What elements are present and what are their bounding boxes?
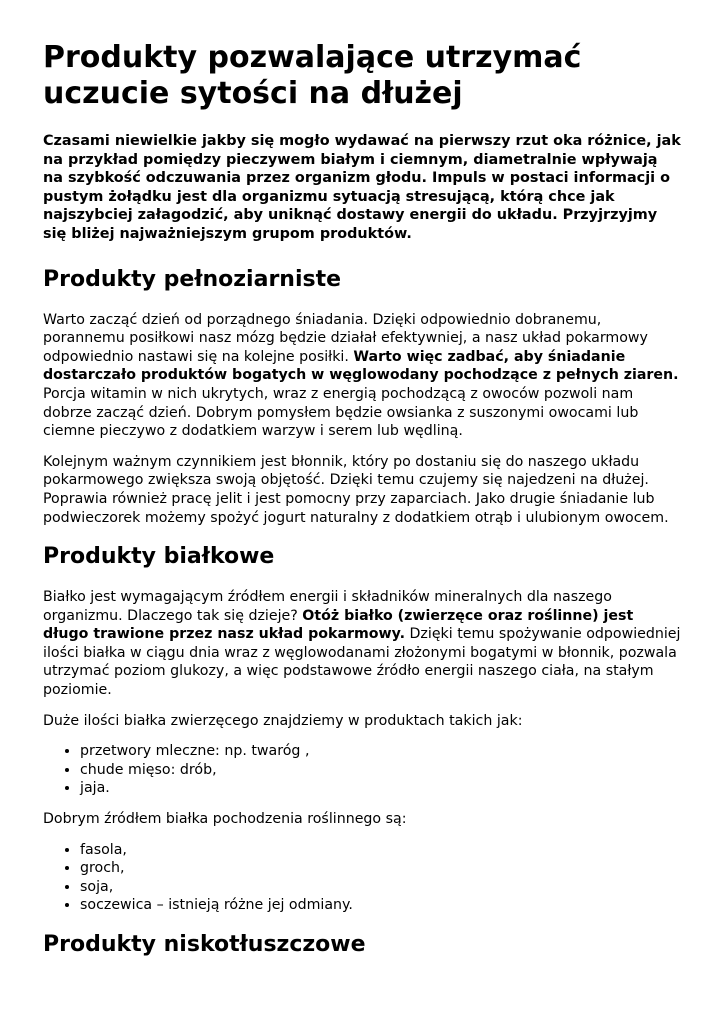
paragraph: Dobrym źródłem białka pochodzenia roślinnego są:	[43, 811, 407, 828]
paragraph-text: Porcja witamin w nich ukrytych, wraz z energią pochodzącą z owoców pozwoli nam dobrze zacząć dzień. Dobrym pomysłem będzie owsianka z suszonymi owocami lub ciemne pieczywo z dodatkiem warzyw i serem lub wędliną.	[43, 385, 639, 440]
page-title: Produkty pozwalające utrzymać uczucie sytości na dłużej	[43, 40, 582, 111]
section-heading: Produkty niskotłuszczowe	[43, 932, 366, 957]
bold-text: Warto więc zadbać, aby śniadanie dostarczało produktów bogatych w węglowodany pochodzące z pełnych ziaren.	[43, 348, 679, 384]
paragraph: Kolejnym ważnym czynnikiem jest błonnik, który po dostaniu się do naszego układu pokarmowego zwiększa swoją objętość. Dzięki temu czujemy się najedzeni na dłużej. Poprawia również pracę jelit i jest pomocny przy zaparciach. Jako drugie śniadanie lub podwieczorek możemy spożyć jogurt naturalny z dodatkiem otrąb i ulubionym owocem.	[43, 453, 669, 526]
list-item: • soja,	[80, 878, 681, 897]
bold-text: Otóż białko (zwierzęce oraz roślinne) jest długo trawione przez nasz układ pokarmowy.	[43, 607, 634, 643]
paragraph-text: Dzięki temu spożywanie odpowiedniej ilości białka w ciągu dnia wraz z węglowodanami złożonymi bogatymi w błonnik, pozwala utrzymać poziom glukozy, a więc podstawowe źródło energii naszego ciała, na stałym poziomie.	[43, 626, 681, 699]
section-low-fat	[43, 931, 681, 959]
section-whole-grain	[43, 266, 681, 528]
paragraph: Duże ilości białka zwierzęcego znajdziemy w produktach takich jak:	[43, 712, 523, 729]
list-item: • groch,	[80, 859, 681, 878]
section-heading: Produkty pełnoziarniste	[43, 266, 342, 292]
section-heading: Produkty białkowe	[43, 544, 275, 570]
lead-paragraph: Czasami niewielkie jakby się mogło wydawać na pierwszy rzut oka różnice, jak na przykład pomiędzy pieczywem białym i ciemnym, diametralnie wpływają na szybkość odczuwania przez organizm głodu. Impuls w postaci informacji o pustym żołądku jest dla organizmu sytuacją stresującą, którą chce jak najszybciej załagodzić, aby uniknąć dostawy energii do układu. Przyjrzyjmy się bliżej najważniejszym grupom produktów.	[43, 133, 681, 242]
list-item: • fasola,	[80, 841, 681, 860]
paragraph	[43, 311, 681, 441]
list-item: • chude mięso: drób,	[80, 761, 681, 780]
plant-protein-list	[43, 841, 681, 915]
animal-protein-list	[43, 742, 681, 798]
list-item: • przetwory mleczne: np. twaróg ,	[80, 742, 681, 761]
list-item: • jaja.	[80, 779, 681, 798]
paragraph-text: Warto zacząć dzień od porządnego śniadania. Dzięki odpowiednio dobranemu, porannemu posiłkowi nasz mózg będzie działał efektywniej, a nasz układ pokarmowy odpowiednio nastawi się na kolejne posiłki.	[43, 311, 648, 365]
paragraph	[43, 588, 681, 700]
section-protein	[43, 543, 681, 915]
paragraph-text: Białko jest wymagającym źródłem energii i składników mineralnych dla naszego organizmu. Dlaczego tak się dzieje?	[43, 589, 612, 624]
list-item: • soczewica – istnieją różne jej odmiany.	[80, 896, 681, 915]
